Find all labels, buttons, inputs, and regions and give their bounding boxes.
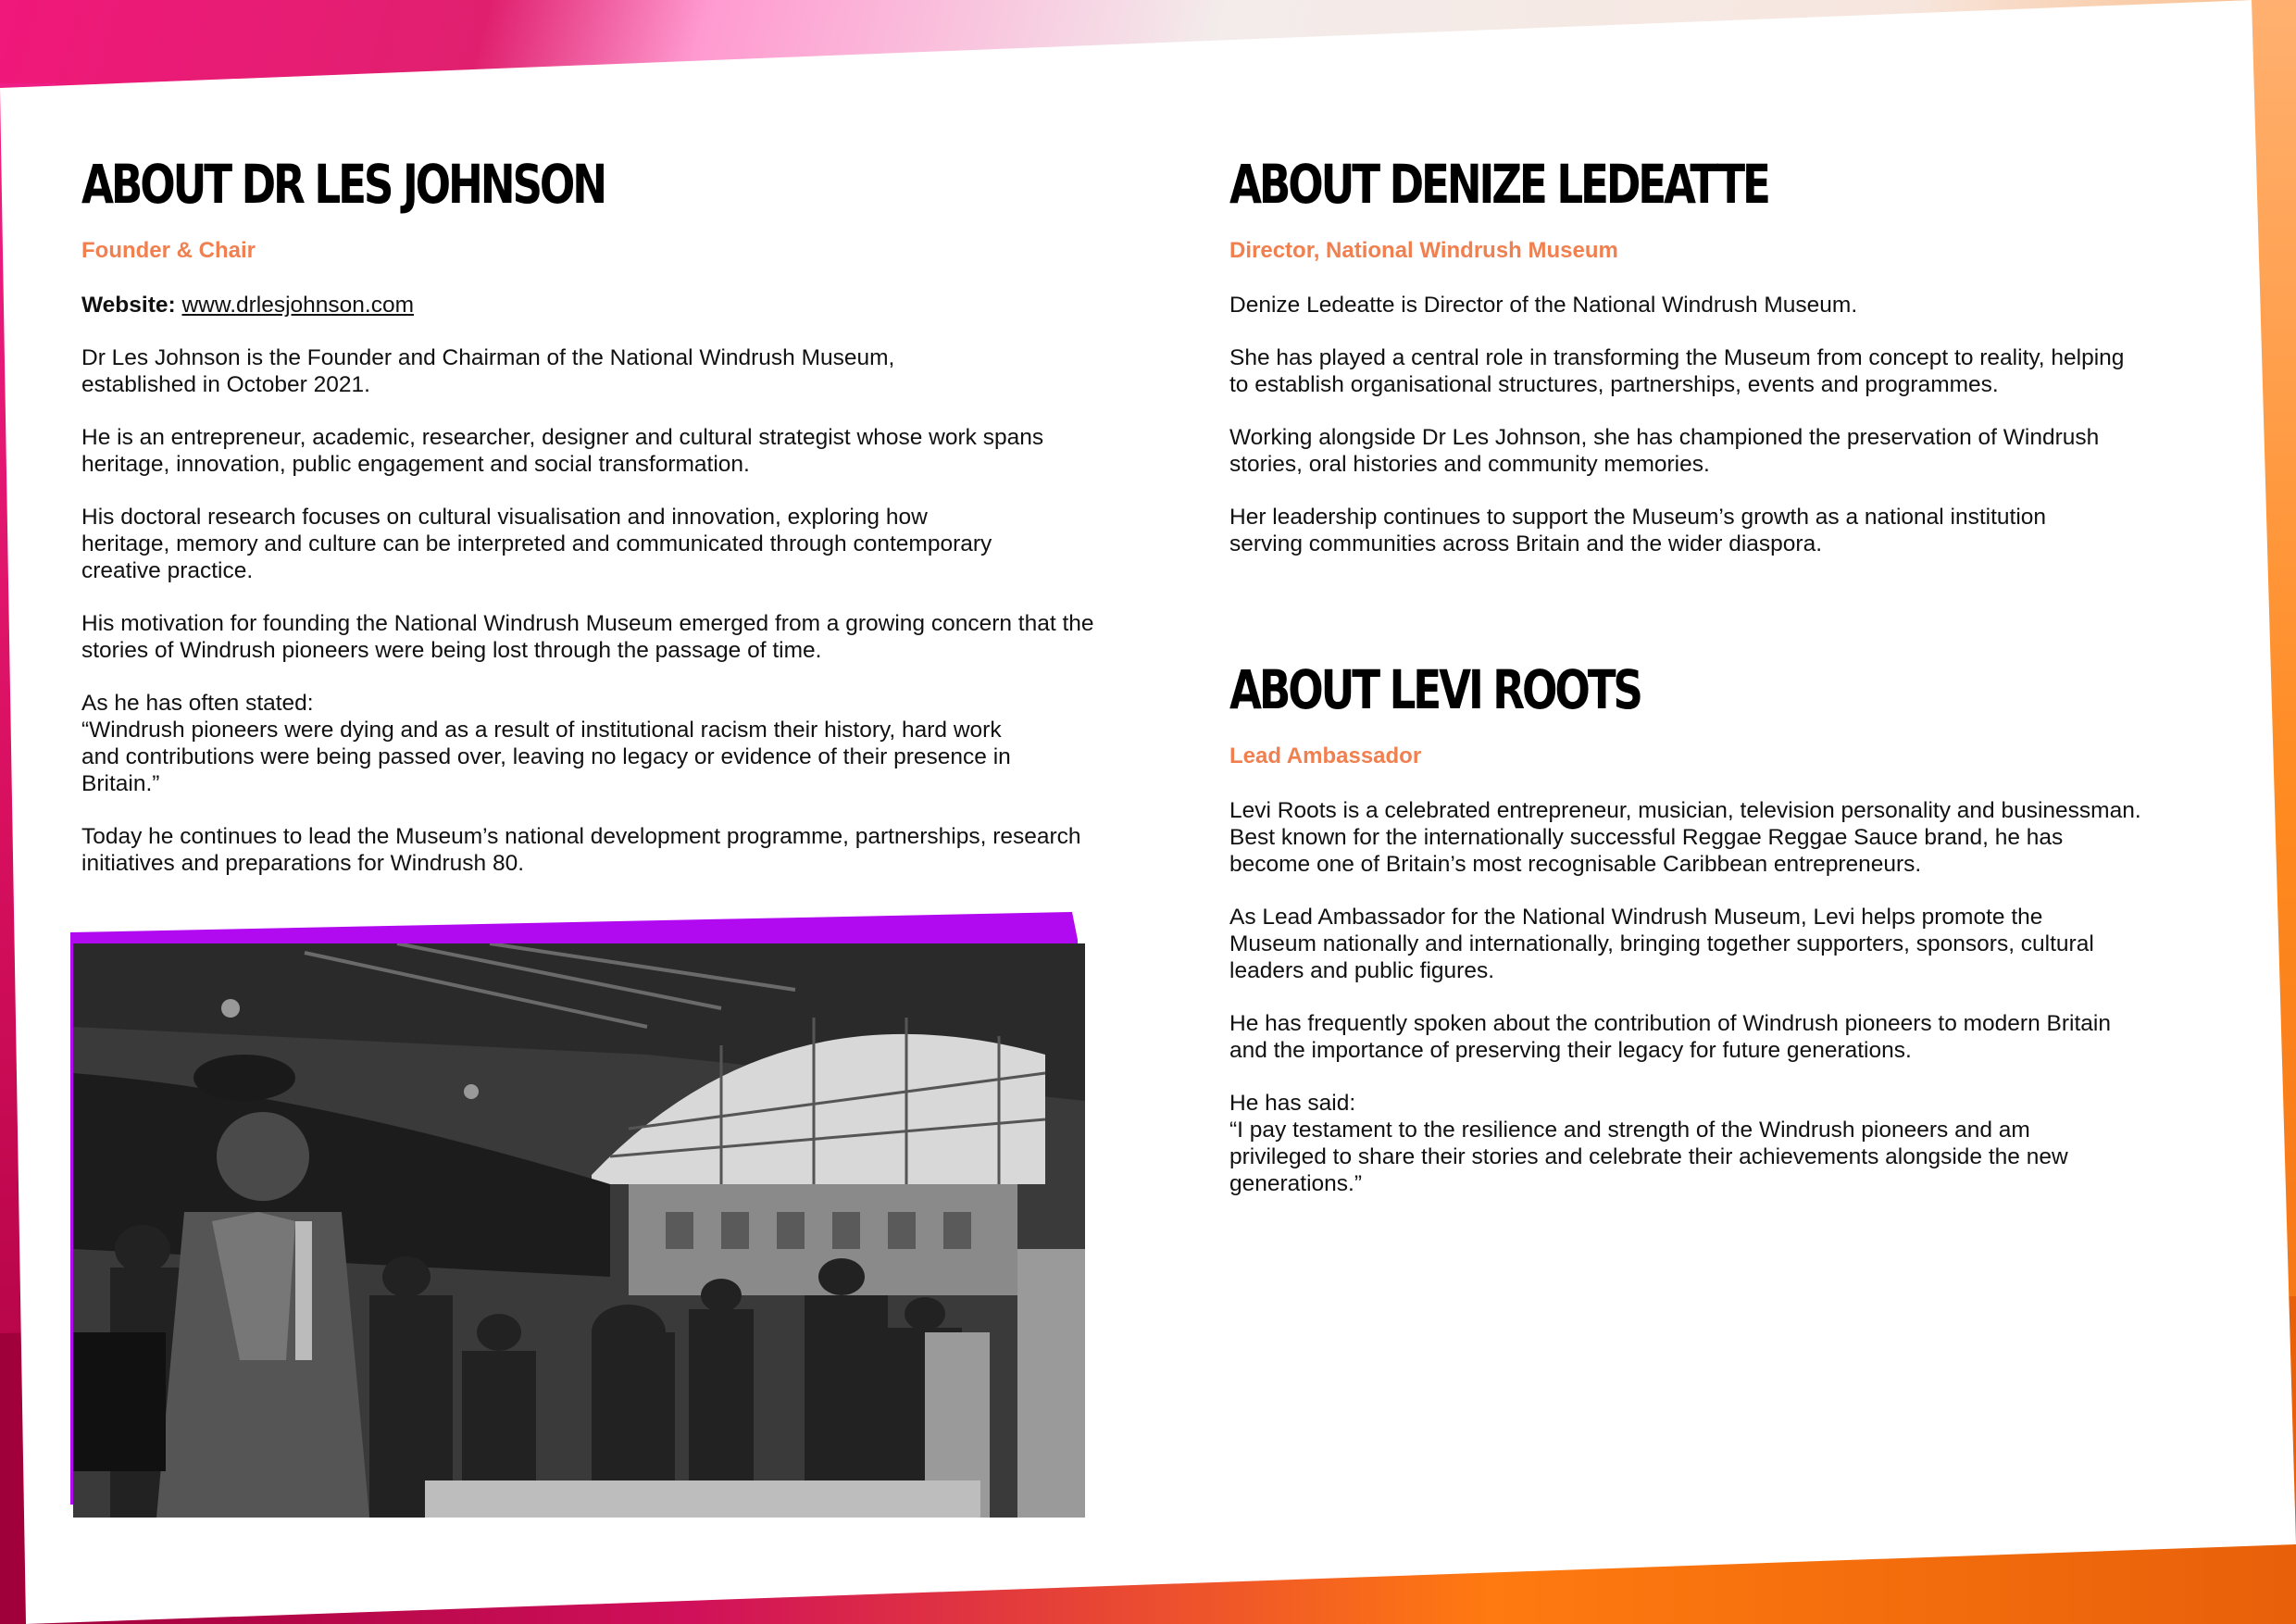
website-line [81,292,1100,319]
bio-paragraph: As he has often stated: [81,691,314,716]
windrush-photo-frame [70,912,1085,1519]
les-johnson-heading: ABOUT DR LES JOHNSON [81,153,605,216]
bio-paragraph: Denize Ledeatte is Director of the National Windrush Museum. [1229,293,1858,318]
bio-paragraph: Today he continues to lead the Museum’s national development programme, partnerships, research initiatives and preparations for Windrush 80. [81,824,1081,876]
levi-roots-bio [1229,797,2155,1223]
bio-paragraph: As Lead Ambassador for the National Windrush Museum, Levi helps promote the Museum nationally and internationally, bringing together supporters, sponsors, cultural leaders and public figures. [1229,905,2094,983]
bio-paragraph: Levi Roots is a celebrated entrepreneur, musician, television personality and businessman. Best known for the internationally successful Reggae Reggae Sauce brand, he has become one of Britain’s most recognisable Caribbean entrepreneurs. [1229,798,2141,877]
quote-paragraph: “I pay testament to the resilience and strength of the Windrush pioneers and am privileged to share their stories and celebrate their achievements alongside the new generations.” [1229,1118,2068,1196]
levi-roots-heading: ABOUT LEVI ROOTS [1229,658,1641,721]
website-link[interactable]: www.drlesjohnson.com [181,293,415,318]
bio-paragraph: He has said: [1229,1091,1356,1116]
bio-paragraph: She has played a central role in transforming the Museum from concept to reality, helping to establish organisational structures, partnerships, events and programmes. [1229,345,2125,397]
bio-paragraph: He is an entrepreneur, academic, researcher, designer and cultural strategist whose work spans heritage, innovation, public engagement and social transformation. [81,425,1044,477]
station-photo-illustration [73,943,1085,1518]
quote-paragraph: “Windrush pioneers were dying and as a result of institutional racism their history, hard work and contributions were being passed over, leaving no legacy or evidence of their presence in Britain.” [81,718,1011,796]
denize-ledeatte-role: Director, National Windrush Museum [1229,238,1618,263]
bio-paragraph: His doctoral research focuses on cultural visualisation and innovation, exploring how heritage, memory and culture can be interpreted and communicated through contemporary creative practice. [81,505,992,583]
denize-ledeatte-heading: ABOUT DENIZE LEDEATTE [1229,153,1768,216]
website-label: Website: [81,293,176,318]
bio-paragraph: He has frequently spoken about the contribution of Windrush pioneers to modern Britain and the importance of preserving their legacy for future generations. [1229,1011,2111,1063]
bio-paragraph: His motivation for founding the National Windrush Museum emerged from a growing concern that the stories of Windrush pioneers were being lost through the passage of time. [81,611,1094,663]
les-johnson-bio [81,292,1100,903]
bio-paragraph: Dr Les Johnson is the Founder and Chairman of the National Windrush Museum, established in October 2021. [81,345,895,397]
windrush-station-photo [73,943,1085,1518]
denize-ledeatte-bio [1229,292,2155,583]
les-johnson-role: Founder & Chair [81,238,256,263]
bio-paragraph: Working alongside Dr Les Johnson, she has championed the preservation of Windrush stories, oral histories and community memories. [1229,425,2100,477]
levi-roots-role: Lead Ambassador [1229,743,1422,768]
bio-paragraph: Her leadership continues to support the Museum’s growth as a national institution serving communities across Britain and the wider diaspora. [1229,505,2047,556]
